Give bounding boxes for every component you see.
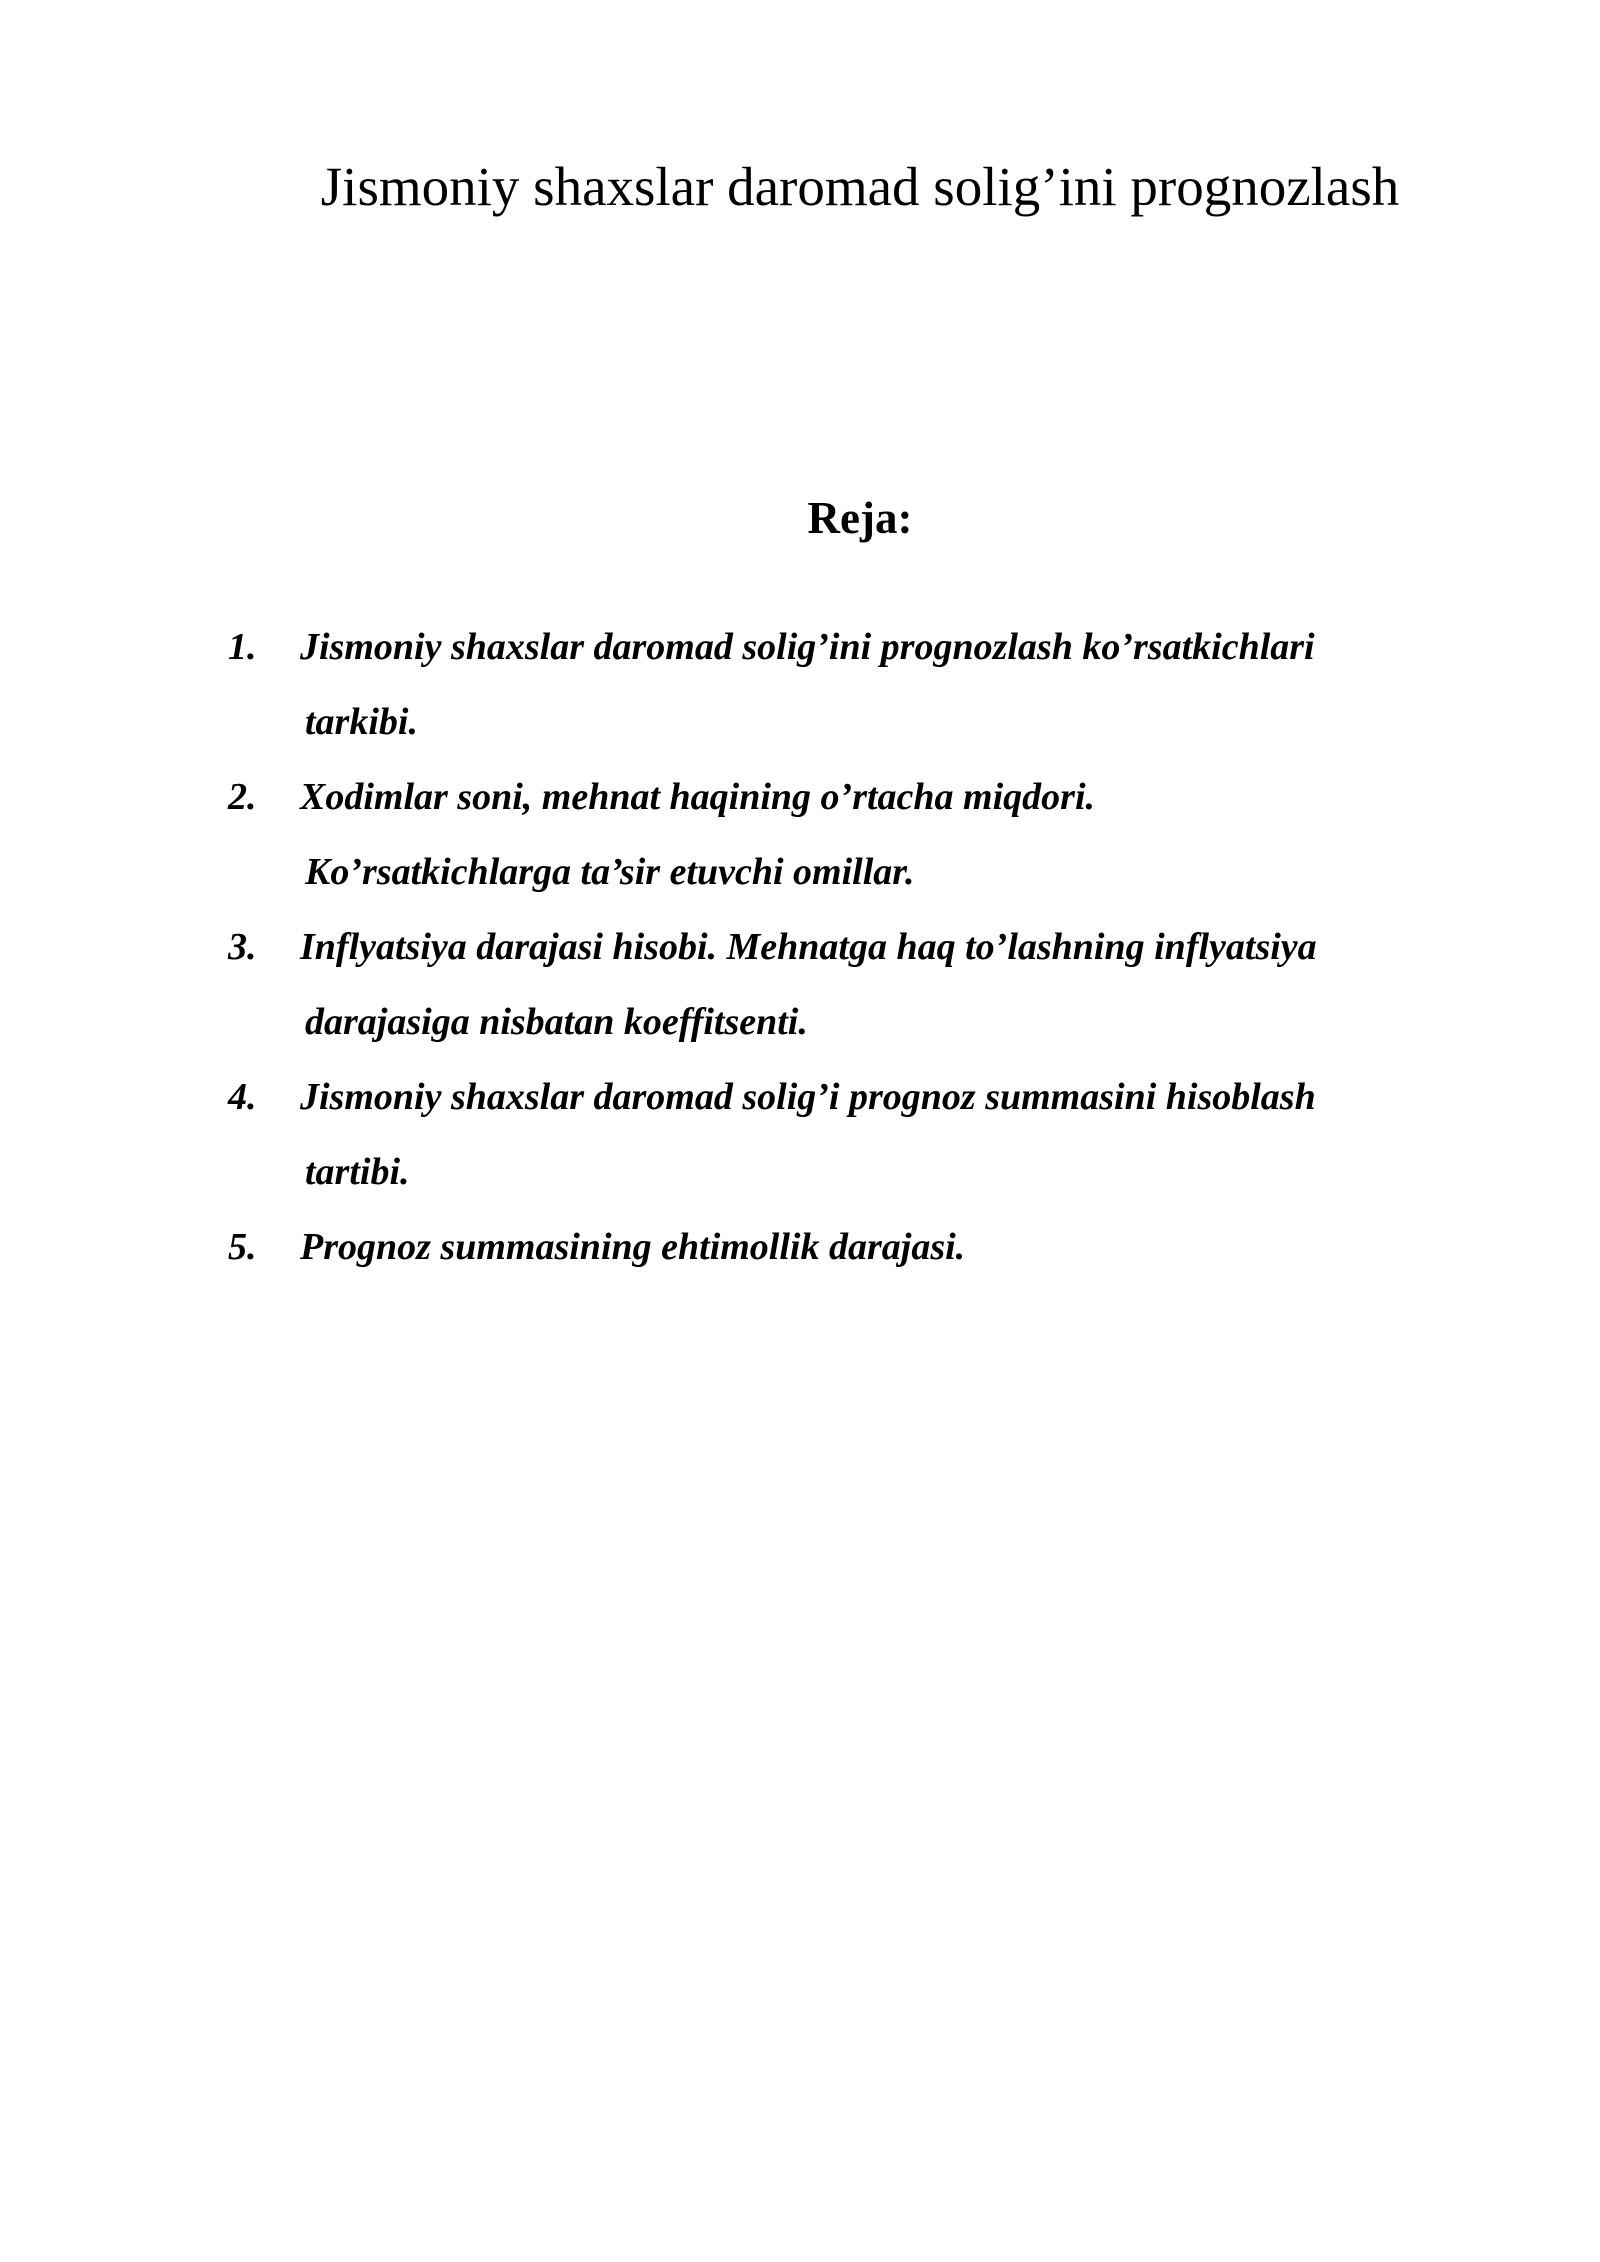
plan-item-number: 4. bbox=[228, 1076, 257, 1118]
plan-item-text: Inflyatsiya darajasi hisobi. Mehnatga haq to’lashning inflyatsiya bbox=[300, 926, 1317, 968]
plan-item-5 bbox=[228, 1210, 1488, 1285]
plan-item-1 bbox=[228, 610, 1488, 760]
plan-item-text: Jismoniy shaxslar daromad solig’i prognoz summasini hisoblash bbox=[300, 1076, 1316, 1118]
plan-item-4 bbox=[228, 1060, 1488, 1210]
plan-item-text-continued: darajasiga nisbatan koeffitsenti. bbox=[305, 1001, 808, 1043]
plan-item-number: 5. bbox=[228, 1226, 257, 1268]
plan-list bbox=[228, 610, 1488, 1285]
plan-item-number: 2. bbox=[228, 776, 257, 818]
plan-heading: Reja: bbox=[807, 493, 913, 543]
plan-item-2 bbox=[228, 760, 1488, 910]
plan-item-number: 3. bbox=[228, 926, 257, 968]
plan-item-text: Prognoz summasining ehtimollik darajasi. bbox=[300, 1226, 966, 1268]
plan-item-text-continued: tartibi. bbox=[305, 1151, 410, 1193]
plan-item-text-continued: Ko’rsatkichlarga ta’sir etuvchi omillar. bbox=[305, 851, 915, 893]
page-title: Jismoniy shaxslar daromad solig’ini prognozlash bbox=[320, 156, 1400, 217]
plan-item-text: Jismoniy shaxslar daromad solig’ini prognozlash ko’rsatkichlari bbox=[300, 626, 1315, 668]
plan-item-number: 1. bbox=[228, 626, 257, 668]
plan-item-text-continued: tarkibi. bbox=[305, 701, 418, 743]
plan-item-text: Xodimlar soni, mehnat haqining o’rtacha miqdori. bbox=[300, 776, 1096, 818]
plan-item-3 bbox=[228, 910, 1488, 1060]
